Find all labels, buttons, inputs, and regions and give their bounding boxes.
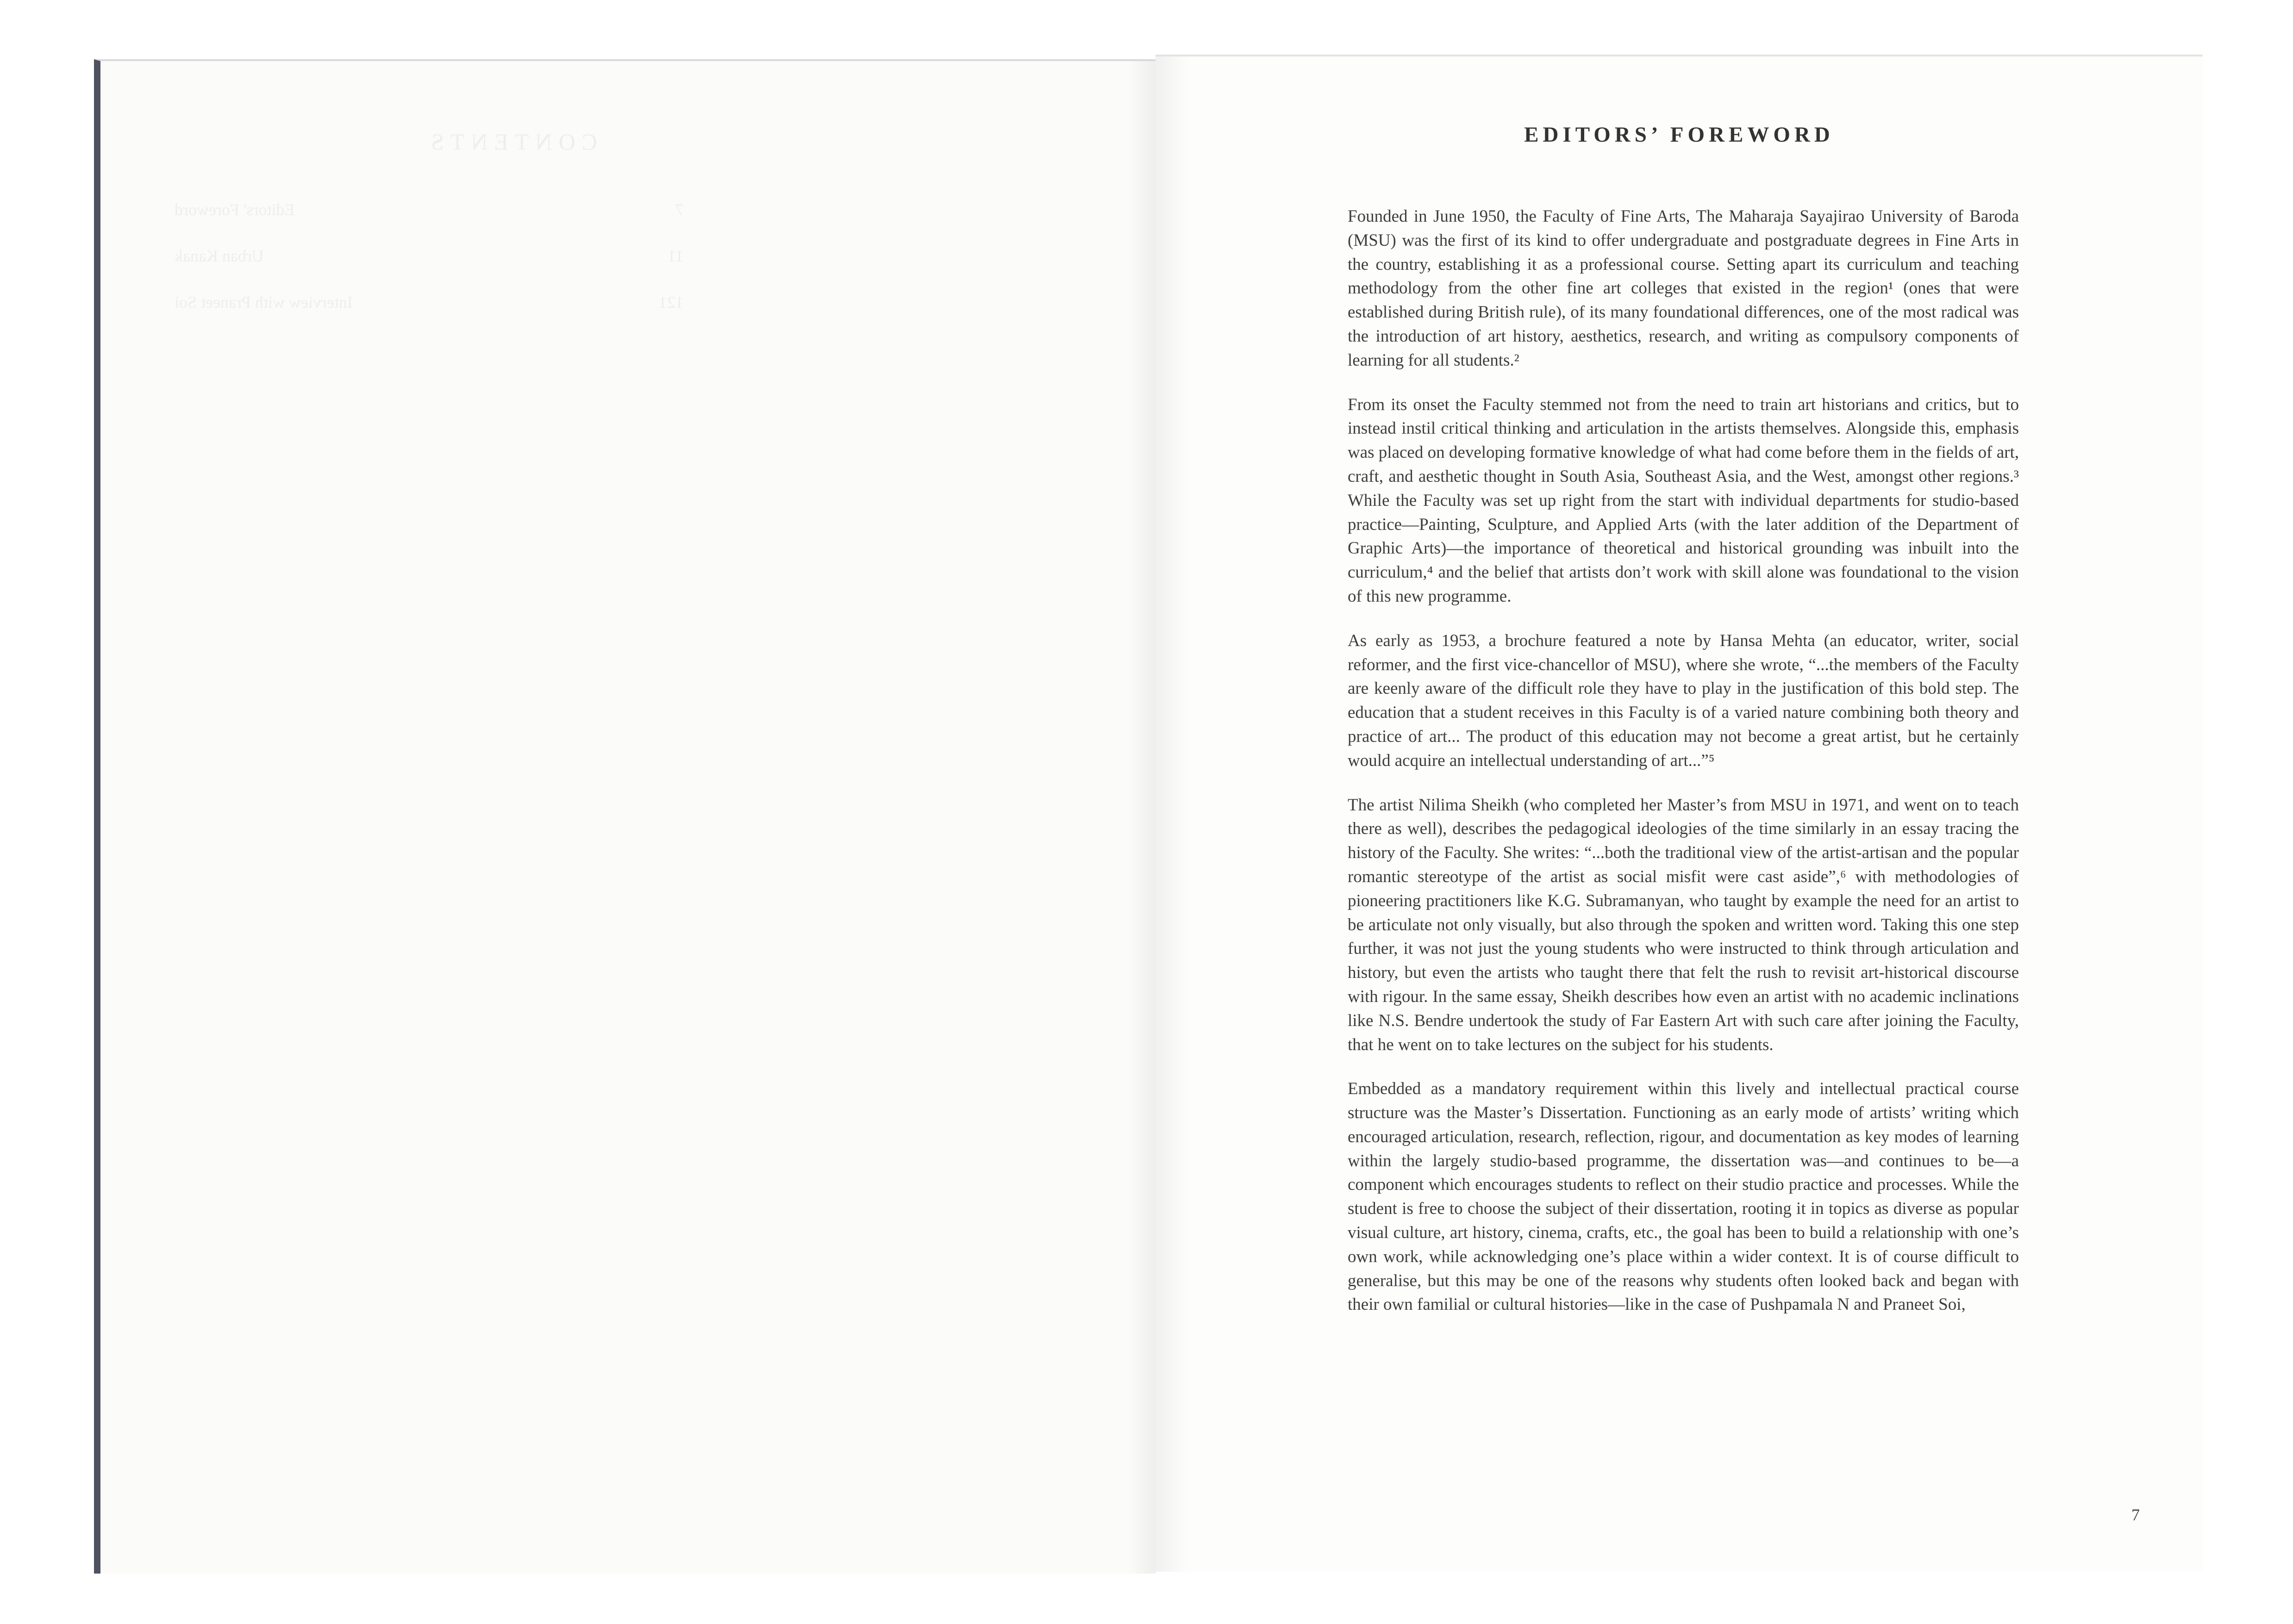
- toc-entry-title: Interview with Praneet Soi: [175, 293, 353, 311]
- gutter-shadow-left: [1128, 61, 1156, 1574]
- paragraph: Founded in June 1950, the Faculty of Fine Arts, The Maharaja Sayajirao University of Baroda (MSU) was the first of its kind to offer undergraduate and postgraduate degrees in Fine Arts in the country, establishing it as a professional course. Setting apart its curriculum and teaching methodology from the other fine art colleges that existed in the region¹ (ones that were established during British rule), of its many foundational differences, one of the most radical was the introduction of art history, aesthetics, research, and writing as compulsory components of learning for all students.²: [1348, 207, 2019, 370]
- gutter-shadow-right: [1156, 56, 1188, 1572]
- left-page: [94, 59, 1156, 1574]
- paragraph: As early as 1953, a brochure featured a note by Hansa Mehta (an educator, writer, social reformer, and the first vice-chancellor of MSU), where she wrote, “...the members of the Faculty are keenly aware of the difficult role they have to play in the justification of this bold step. The education that a student receives in this Faculty is of a varied nature combining both theory and practice of art... The product of this education may not become a great artist, but he certainly would acquire an intellectual understanding of art...”⁵: [1348, 631, 2019, 770]
- paragraph: From its onset the Faculty stemmed not from the need to train art historians and critics, but to instead instil critical thinking and articulation in the artists themselves. Alongside this, emphasis was placed on developing formative knowledge of what had come before them in the fields of art, craft, and aesthetic thought in South Asia, Southeast Asia, and the West, amongst other regions.³ While the Faculty was set up right from the start with individual departments for studio-based practice—Painting, Sculpture, and Applied Arts (with the later addition of the Department of Graphic Arts)—the importance of theoretical and historical grounding was inbuilt into the curriculum,⁴ and the belief that artists don’t work with skill alone was foundational to the vision of this new programme.: [1348, 395, 2019, 606]
- show-through-table-of-contents: [175, 200, 684, 339]
- page-title: EDITORS’ FOREWORD: [1524, 123, 1834, 147]
- toc-entry-title: Editors' Foreword: [175, 200, 295, 219]
- show-through-contents-title: CONTENTS: [425, 129, 598, 155]
- paragraph: The artist Nilima Sheikh (who completed her Master’s from MSU in 1971, and went on to teach there as well), describes the pedagogical ideologies of the time similarly in an essay tracing the history of the Faculty. She writes: “...both the traditional view of the artist-artisan and the popular romantic stereotype of the artist as social misfit were cast aside”,⁶ with methodologies of pioneering practitioners like K.G. Subramanyan, who taught by example the need for an artist to be articulate not only visually, but also through the spoken and written word. Taking this one step further, it was not just the young students who were instructed to think through articulation and history, but even the artists who taught there that felt the rush to revisit art-historical discourse with rigour. In the same essay, Sheikh describes how even an artist with no academic inclinations like N.S. Bendre undertook the study of Far Eastern Art with such care after joining the Faculty, that he went on to take lectures on the subject for his students.: [1348, 795, 2019, 1054]
- page-number: 7: [2131, 1506, 2140, 1524]
- toc-entry: [175, 292, 684, 339]
- paragraph: Embedded as a mandatory requirement within this lively and intellectual practical course structure was the Master’s Dissertation. Functioning as an early mode of artists’ writing which encouraged articulation, research, reflection, rigour, and documentation as key modes of learning within the largely studio-based programme, the dissertation was—and continues to be—a component which encourages students to reflect on their studio practice and processes. While the student is free to choose the subject of their dissertation, rooting it in topics as diverse as popular visual culture, art history, cinema, crafts, etc., the goal has been to build a relationship with one’s own work, while acknowledging one’s place within a wider context. It is of course difficult to generalise, but this may be one of the reasons why students often looked back and began with their own familial or cultural histories—like in the case of Pushpamala N and Praneet Soi,: [1348, 1079, 2019, 1314]
- right-page: [1156, 55, 2203, 1572]
- foreword-body: [1348, 205, 2019, 1337]
- toc-entry: [175, 246, 684, 292]
- toc-entry-page: 7: [675, 200, 684, 219]
- toc-entry-page: 121: [659, 293, 684, 311]
- toc-entry-page: 11: [668, 247, 684, 265]
- toc-entry: [175, 200, 684, 246]
- toc-entry-title: Urban Kanak: [175, 247, 264, 265]
